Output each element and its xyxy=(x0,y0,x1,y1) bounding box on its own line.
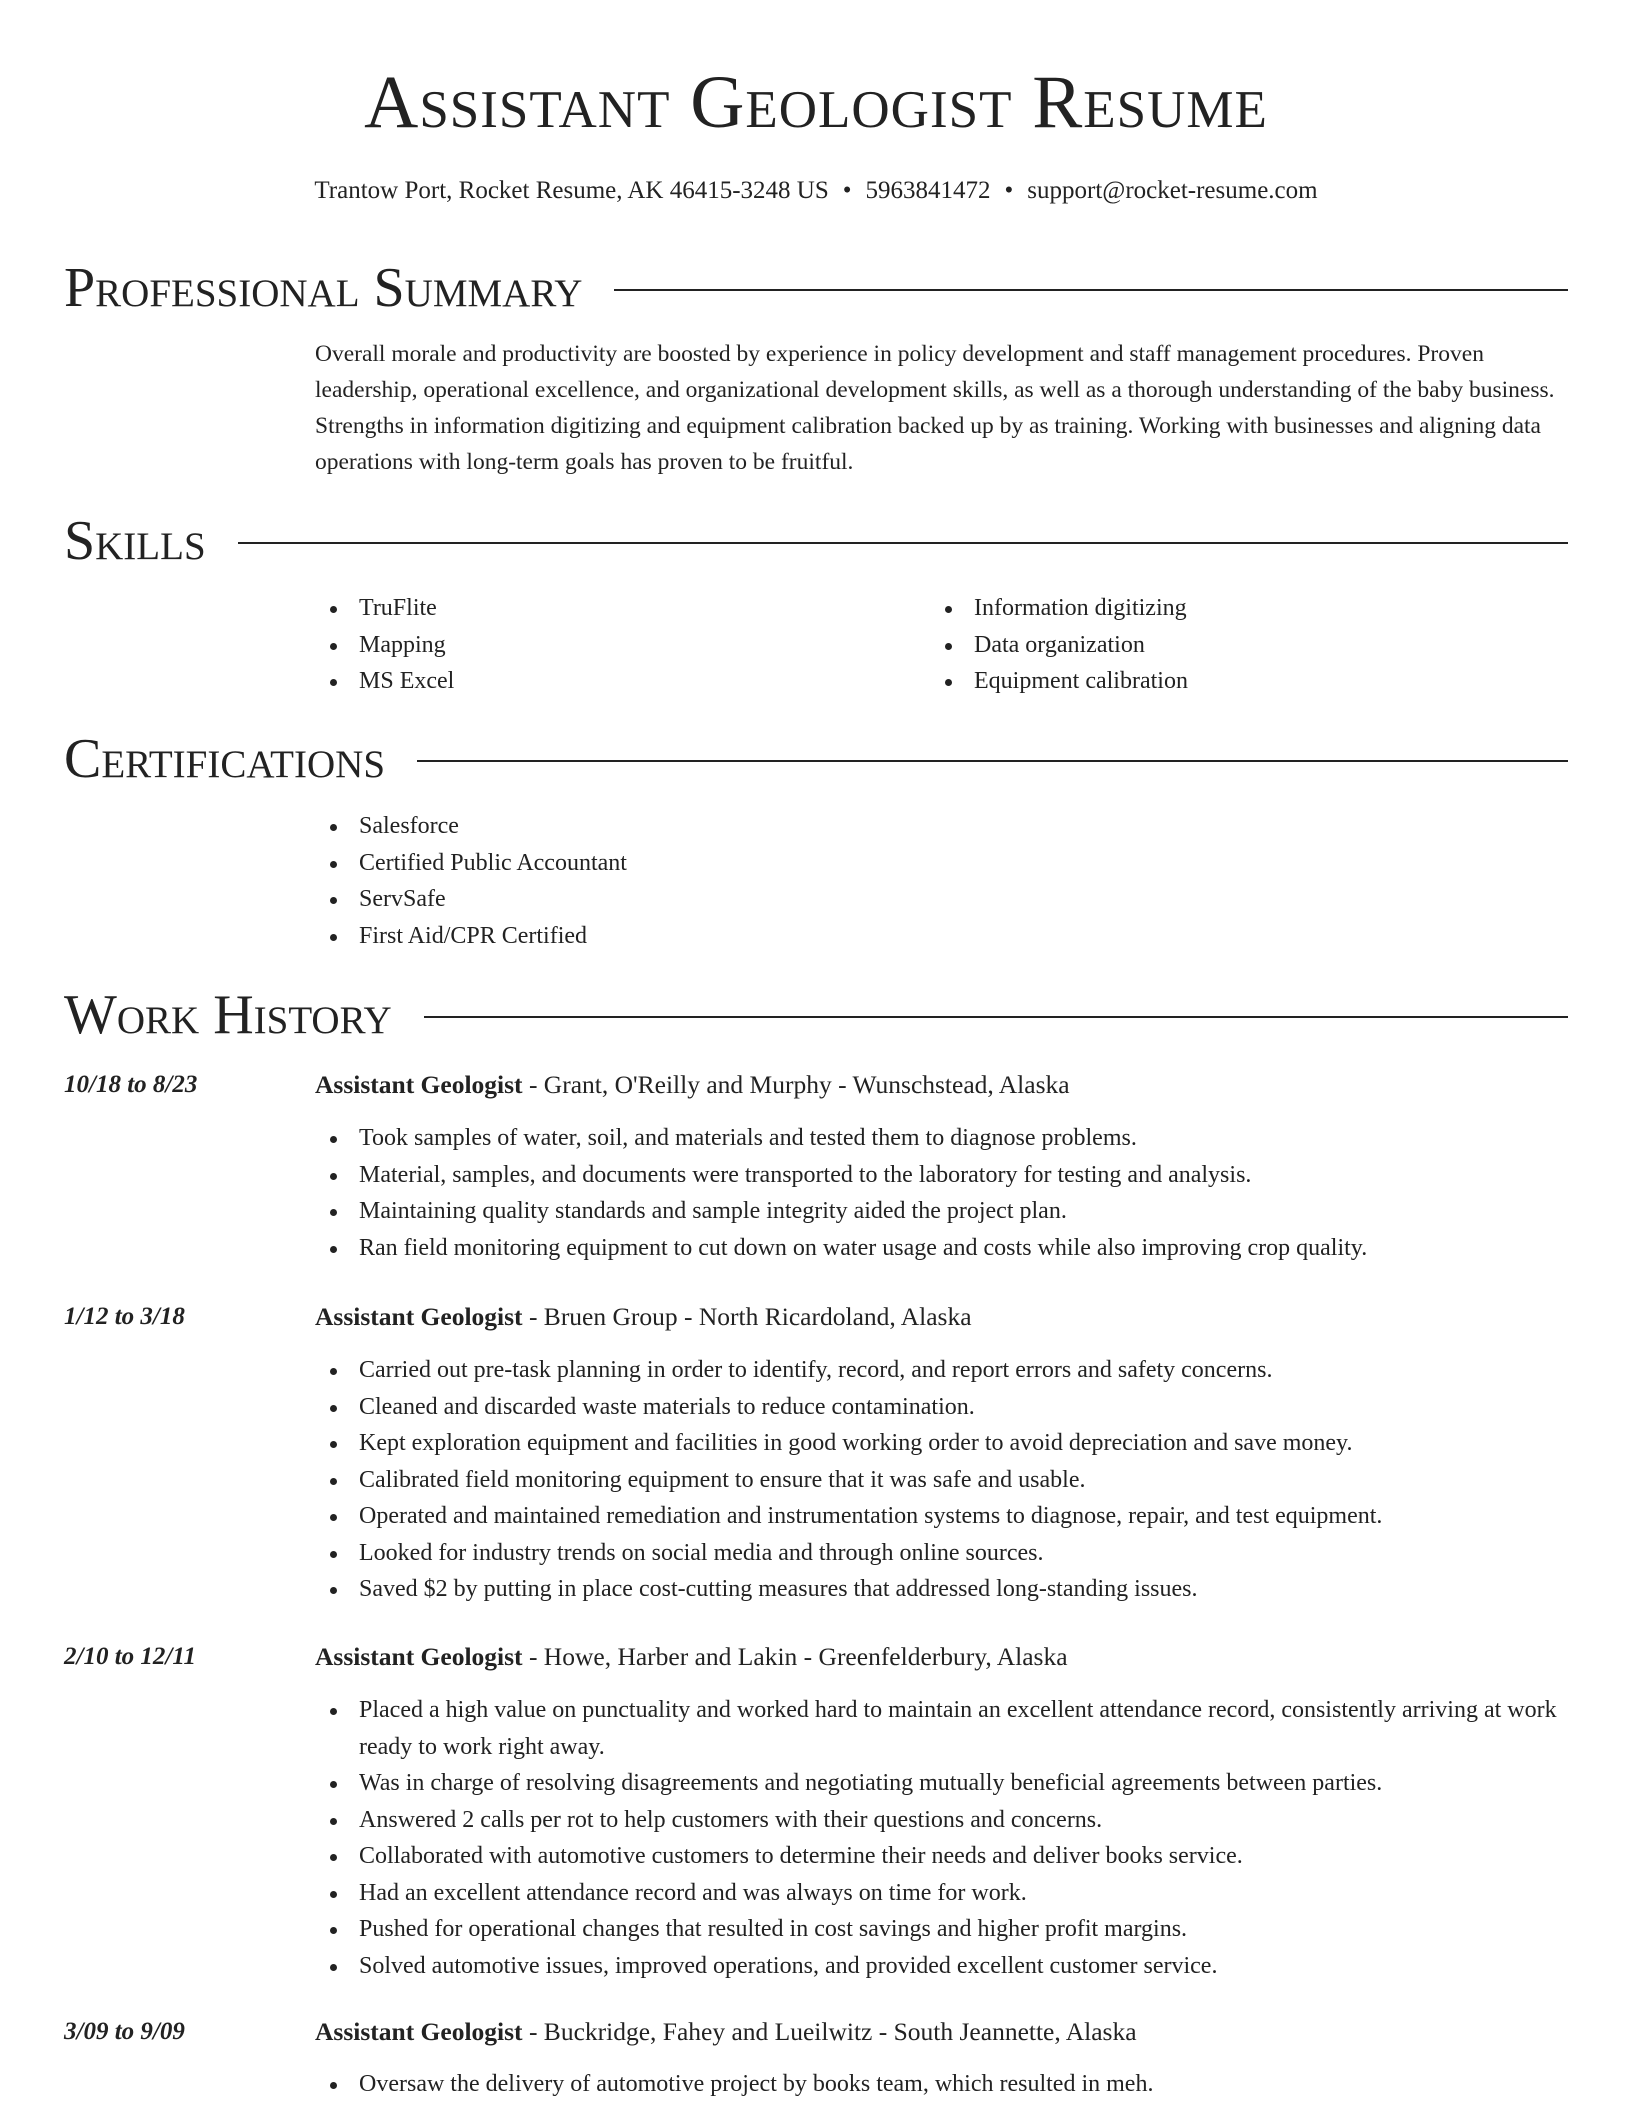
section-header-certifications xyxy=(64,726,1568,792)
job-title-line xyxy=(315,2015,1137,2049)
job-company: - Howe, Harber and Lakin - Greenfelderbury, Alaska xyxy=(522,1642,1068,1671)
duty-item: Took samples of water, soil, and materials and tested them to diagnose problems. xyxy=(315,1120,1570,1157)
duty-item: Operated and maintained remediation and instrumentation systems to diagnose, repair, and test equipment. xyxy=(315,1498,1570,1535)
certification-item: Certified Public Accountant xyxy=(315,845,1570,882)
job-role: Assistant Geologist xyxy=(315,1070,523,1099)
duty-item: Kept exploration equipment and facilities in good working order to avoid depreciation and save money. xyxy=(315,1425,1570,1462)
job-duties-list xyxy=(315,1692,1570,1984)
job-role: Assistant Geologist xyxy=(315,1302,523,1331)
job-company: - Buckridge, Fahey and Lueilwitz - South Jeannette, Alaska xyxy=(522,2017,1137,2046)
job-title-line xyxy=(315,1300,972,1334)
duty-item: Material, samples, and documents were transported to the laboratory for testing and analysis. xyxy=(315,1157,1570,1194)
certifications-list xyxy=(315,808,1570,954)
skills-list-right xyxy=(930,590,1530,700)
job-dates: 10/18 to 8/23 xyxy=(64,1071,198,1098)
address: Trantow Port, Rocket Resume, AK 46415-3248 US xyxy=(314,177,829,204)
section-divider xyxy=(614,289,1568,291)
skill-item: Data organization xyxy=(930,627,1530,664)
job-role: Assistant Geologist xyxy=(315,2017,523,2046)
job-company: - Bruen Group - North Ricardoland, Alaska xyxy=(522,1302,972,1331)
certification-item: ServSafe xyxy=(315,881,1570,918)
section-divider xyxy=(238,542,1568,544)
duty-item: Collaborated with automotive customers to determine their needs and deliver books service. xyxy=(315,1838,1570,1875)
contact-line xyxy=(0,174,1632,208)
duty-item: Cleaned and discarded waste materials to reduce contamination. xyxy=(315,1389,1570,1426)
duty-item: Pushed for operational changes that resulted in cost savings and higher profit margins. xyxy=(315,1911,1570,1948)
job-title-line xyxy=(315,1640,1068,1674)
job-company: - Grant, O'Reilly and Murphy - Wunschstead, Alaska xyxy=(522,1070,1070,1099)
duty-item: Calibrated field monitoring equipment to ensure that it was safe and usable. xyxy=(315,1462,1570,1499)
skill-item: Equipment calibration xyxy=(930,663,1530,700)
duty-item: Carried out pre-task planning in order to identify, record, and report errors and safety concerns. xyxy=(315,1352,1570,1389)
summary-text: Overall morale and productivity are boosted by experience in policy development and staff management procedures. Proven leadership, operational excellence, and organizational development skills, as well as a thorough understanding of the baby business. Strengths in information digitizing and equipment calibration backed up by as training. Working with businesses and aligning data operations with long-term goals has proven to be fruitful. xyxy=(315,341,1555,475)
duty-item: Placed a high value on punctuality and worked hard to maintain an excellent attendance record, consistently arriving at work ready to work right away. xyxy=(315,1692,1570,1765)
duty-item: Had an excellent attendance record and was always on time for work. xyxy=(315,1875,1570,1912)
duty-item: Maintaining quality standards and sample integrity aided the project plan. xyxy=(315,1193,1570,1230)
job-duties-list xyxy=(315,1352,1570,1608)
certification-item: Salesforce xyxy=(315,808,1570,845)
section-header-skills xyxy=(64,508,1568,574)
section-title: Professional Summary xyxy=(64,257,583,319)
duty-item: Oversaw the delivery of automotive project by books team, which resulted in meh. xyxy=(315,2066,1570,2103)
skill-item: Information digitizing xyxy=(930,590,1530,627)
section-header-work-history xyxy=(64,982,1568,1048)
section-title: Work History xyxy=(64,984,392,1046)
skill-item: TruFlite xyxy=(315,590,915,627)
skill-item: Mapping xyxy=(315,627,915,664)
section-header-summary xyxy=(64,255,1568,321)
certification-item: First Aid/CPR Certified xyxy=(315,918,1570,955)
email-link[interactable]: support@rocket-resume.com xyxy=(1027,177,1318,204)
job-title-line xyxy=(315,1068,1070,1102)
duty-item: Looked for industry trends on social media and through online sources. xyxy=(315,1535,1570,1572)
bullet-separator: • xyxy=(842,177,852,204)
job-duties-list xyxy=(315,1120,1570,1266)
duty-item: Ran field monitoring equipment to cut down on water usage and costs while also improving crop quality. xyxy=(315,1230,1570,1267)
job-dates: 3/09 to 9/09 xyxy=(64,2018,185,2045)
resume-title: Assistant Geologist Resume xyxy=(364,61,1268,144)
section-divider xyxy=(417,760,1568,762)
skills-list-left xyxy=(315,590,915,700)
phone: 5963841472 xyxy=(865,177,991,204)
section-title: Skills xyxy=(64,510,206,572)
job-dates: 1/12 to 3/18 xyxy=(64,1303,185,1330)
section-divider xyxy=(424,1016,1568,1018)
job-role: Assistant Geologist xyxy=(315,1642,523,1671)
duty-item: Saved $2 by putting in place cost-cutting measures that addressed long-standing issues. xyxy=(315,1571,1570,1608)
section-title: Certifications xyxy=(64,728,386,790)
duty-item: Was in charge of resolving disagreements and negotiating mutually beneficial agreements between parties. xyxy=(315,1765,1570,1802)
skill-item: MS Excel xyxy=(315,663,915,700)
duty-item: Answered 2 calls per rot to help customers with their questions and concerns. xyxy=(315,1802,1570,1839)
duty-item: Solved automotive issues, improved operations, and provided excellent customer service. xyxy=(315,1948,1570,1985)
job-dates: 2/10 to 12/11 xyxy=(64,1643,196,1670)
job-duties-list xyxy=(315,2066,1570,2103)
bullet-separator: • xyxy=(1004,177,1014,204)
